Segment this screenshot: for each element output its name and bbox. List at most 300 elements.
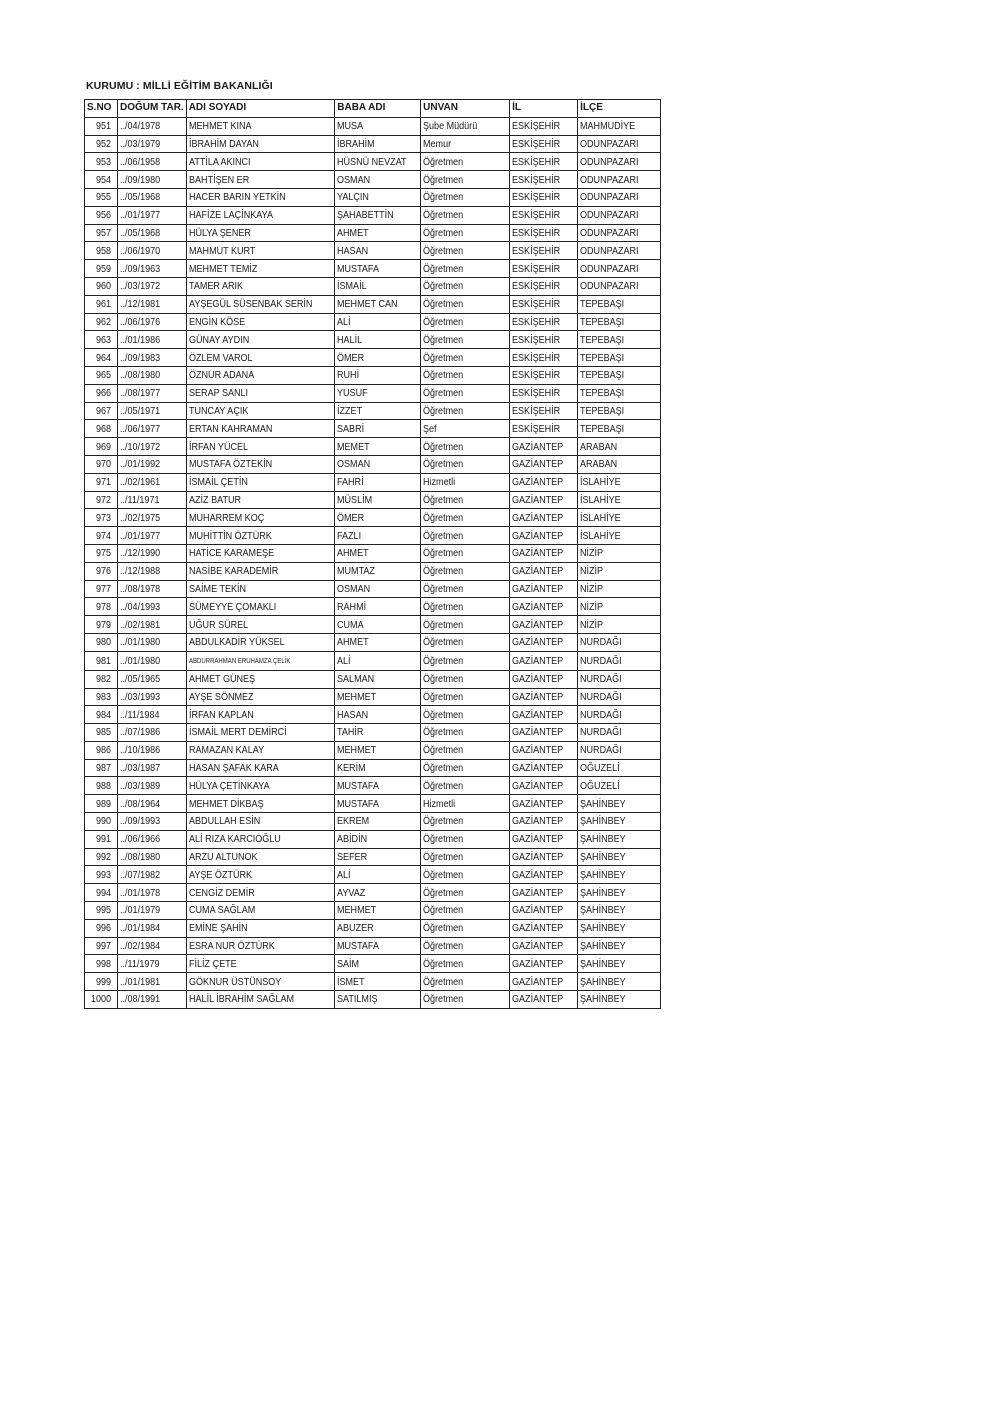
- cell-district-text: ARABAN: [580, 458, 618, 471]
- cell-sno: [85, 633, 118, 651]
- table-row: [85, 171, 661, 189]
- cell-province: [510, 616, 578, 634]
- cell-province-text: ESKİŞEHİR: [512, 333, 561, 346]
- cell-title: [421, 420, 510, 438]
- cell-title-text: Öğretmen: [423, 244, 464, 257]
- cell-birthdate: [118, 866, 187, 884]
- cell-sno: [85, 349, 118, 367]
- cell-title-text: Öğretmen: [423, 690, 464, 703]
- cell-birthdate: [118, 260, 187, 278]
- cell-sno-text: 957: [96, 226, 112, 239]
- cell-name-text: ÖZLEM VAROL: [188, 351, 253, 364]
- cell-province: [510, 848, 578, 866]
- cell-father-name: [335, 349, 421, 367]
- cell-father-name: [335, 955, 421, 973]
- cell-name: [186, 527, 335, 545]
- cell-district: [578, 991, 661, 1009]
- cell-title: [421, 527, 510, 545]
- cell-sno: [85, 117, 118, 135]
- cell-title-text: Öğretmen: [423, 511, 464, 524]
- cell-title: [421, 724, 510, 742]
- cell-province: [510, 277, 578, 295]
- cell-title-text: Öğretmen: [423, 815, 464, 828]
- cell-father-name-text: MEMET: [337, 440, 370, 453]
- cell-district-text: NURDAĞI: [580, 636, 622, 649]
- cell-name: [186, 884, 335, 902]
- cell-district: [578, 937, 661, 955]
- cell-sno: [85, 402, 118, 420]
- cell-district-text: ŞAHİNBEY: [580, 833, 626, 846]
- cell-district-text: ODUNPAZARI: [580, 209, 639, 222]
- cell-sno-text: 984: [96, 708, 112, 721]
- cell-district: [578, 438, 661, 456]
- cell-sno-text: 962: [96, 315, 112, 328]
- cell-district-text: ŞAHİNBEY: [580, 940, 626, 953]
- table-row: [85, 777, 661, 795]
- cell-title: [421, 937, 510, 955]
- cell-title-text: Öğretmen: [423, 280, 464, 293]
- cell-sno-text: 975: [96, 547, 112, 560]
- cell-sno-text: 960: [96, 280, 112, 293]
- cell-title: [421, 473, 510, 491]
- cell-province-text: ESKİŞEHİR: [512, 298, 561, 311]
- cell-sno-text: 961: [96, 298, 112, 311]
- cell-district: [578, 384, 661, 402]
- cell-district-text: NİZİP: [580, 618, 604, 631]
- cell-sno: [85, 242, 118, 260]
- cell-sno: [85, 153, 118, 171]
- cell-name-text: NASİBE KARADEMİR: [188, 565, 279, 578]
- cell-name: [186, 795, 335, 813]
- cell-father-name: [335, 224, 421, 242]
- header-row: [85, 100, 661, 118]
- cell-birthdate: [118, 973, 187, 991]
- cell-province-text: GAZİANTEP: [512, 511, 564, 524]
- cell-title-text: Öğretmen: [423, 654, 464, 667]
- cell-district: [578, 349, 661, 367]
- cell-name-text: HÜLYA ÇETİNKAYA: [188, 779, 270, 792]
- cell-province-text: GAZİANTEP: [512, 654, 564, 667]
- col-title-header: UNVAN: [421, 100, 510, 118]
- cell-title-text: Öğretmen: [423, 582, 464, 595]
- cell-birthdate-text: ../02/1984: [120, 940, 161, 953]
- cell-father-name-text: MEHMET: [337, 744, 377, 757]
- cell-birthdate-text: ../01/1984: [120, 922, 161, 935]
- cell-father-name: [335, 509, 421, 527]
- cell-title: [421, 349, 510, 367]
- table-row: [85, 866, 661, 884]
- cell-birthdate-text: ../05/1968: [120, 226, 161, 239]
- cell-sno-text: 963: [96, 333, 112, 346]
- cell-province: [510, 973, 578, 991]
- cell-title: [421, 117, 510, 135]
- cell-district: [578, 242, 661, 260]
- cell-sno-text: 970: [96, 458, 112, 471]
- table-row: [85, 795, 661, 813]
- cell-title-text: Öğretmen: [423, 458, 464, 471]
- cell-district-text: OĞUZELİ: [580, 779, 620, 792]
- cell-sno: [85, 562, 118, 580]
- cell-district-text: TEPEBAŞI: [580, 333, 625, 346]
- cell-title: [421, 402, 510, 420]
- cell-father-name: [335, 741, 421, 759]
- cell-name-text: MEHMET TEMİZ: [188, 262, 258, 275]
- cell-name-text: HACER BARIN YETKİN: [188, 191, 286, 204]
- cell-name: [186, 544, 335, 562]
- cell-birthdate-text: ../09/1980: [120, 173, 161, 186]
- cell-title-text: Öğretmen: [423, 298, 464, 311]
- cell-father-name-text: RUHİ: [337, 369, 360, 382]
- cell-province: [510, 741, 578, 759]
- cell-district-text: ŞAHİNBEY: [580, 957, 626, 970]
- cell-title: [421, 795, 510, 813]
- cell-birthdate-text: ../11/1971: [120, 493, 160, 506]
- cell-father-name: [335, 473, 421, 491]
- cell-birthdate-text: ../11/1979: [120, 957, 160, 970]
- cell-title-text: Öğretmen: [423, 351, 464, 364]
- cell-province: [510, 420, 578, 438]
- cell-province-text: GAZİANTEP: [512, 708, 564, 721]
- table-row: [85, 384, 661, 402]
- cell-sno: [85, 260, 118, 278]
- cell-father-name: [335, 117, 421, 135]
- cell-name: [186, 473, 335, 491]
- cell-province: [510, 527, 578, 545]
- cell-province-text: GAZİANTEP: [512, 529, 564, 542]
- cell-district-text: TEPEBAŞI: [580, 369, 625, 382]
- cell-province-text: GAZİANTEP: [512, 779, 564, 792]
- cell-name: [186, 562, 335, 580]
- cell-sno-text: 978: [96, 600, 112, 613]
- cell-birthdate-text: ../08/1991: [120, 993, 161, 1006]
- cell-sno: [85, 455, 118, 473]
- cell-sno-text: 979: [96, 618, 112, 631]
- cell-sno-text: 971: [96, 476, 112, 489]
- cell-father-name-text: ÖMER: [337, 351, 365, 364]
- cell-title-text: Öğretmen: [423, 547, 464, 560]
- cell-name: [186, 349, 335, 367]
- cell-father-name-text: MEHMET: [337, 904, 377, 917]
- cell-name-text: ABDULLAH ESİN: [188, 815, 260, 828]
- cell-sno-text: 968: [96, 422, 112, 435]
- cell-sno-text: 956: [96, 209, 112, 222]
- cell-birthdate: [118, 313, 187, 331]
- cell-birthdate-text: ../06/1976: [120, 315, 161, 328]
- cell-father-name: [335, 777, 421, 795]
- cell-name: [186, 973, 335, 991]
- cell-sno: [85, 884, 118, 902]
- cell-birthdate-text: ../03/1993: [120, 690, 161, 703]
- cell-district-text: ODUNPAZARI: [580, 191, 639, 204]
- cell-sno-text: 994: [96, 886, 112, 899]
- cell-name-text: EMİNE ŞAHİN: [188, 922, 248, 935]
- cell-name: [186, 313, 335, 331]
- table-row: [85, 366, 661, 384]
- cell-name: [186, 848, 335, 866]
- cell-father-name-text: HÜSNÜ NEVZAT: [337, 155, 407, 168]
- cell-name: [186, 580, 335, 598]
- cell-name: [186, 153, 335, 171]
- cell-title-text: Öğretmen: [423, 565, 464, 578]
- cell-district: [578, 884, 661, 902]
- cell-name-text: TUNCAY AÇIK: [188, 404, 249, 417]
- cell-name-text: İRFAN KAPLAN: [188, 708, 254, 721]
- cell-sno-text: 997: [96, 940, 112, 953]
- cell-title: [421, 135, 510, 153]
- cell-district-text: NURDAĞI: [580, 744, 622, 757]
- cell-birthdate-text: ../05/1971: [120, 404, 161, 417]
- cell-province-text: ESKİŞEHİR: [512, 155, 561, 168]
- cell-name: [186, 242, 335, 260]
- cell-father-name-text: SABRİ: [337, 422, 365, 435]
- table-row: [85, 813, 661, 831]
- cell-name-text: AYŞE SÖNMEZ: [188, 690, 254, 703]
- cell-district: [578, 473, 661, 491]
- cell-title-text: Öğretmen: [423, 618, 464, 631]
- cell-birthdate: [118, 937, 187, 955]
- cell-birthdate-text: ../09/1993: [120, 815, 161, 828]
- cell-father-name-text: YUSUF: [337, 387, 368, 400]
- table-row: [85, 973, 661, 991]
- table-row: [85, 491, 661, 509]
- cell-district: [578, 171, 661, 189]
- cell-district: [578, 973, 661, 991]
- cell-father-name-text: MUSTAFA: [337, 797, 380, 810]
- cell-province: [510, 598, 578, 616]
- cell-district-text: ODUNPAZARI: [580, 226, 639, 239]
- cell-birthdate: [118, 135, 187, 153]
- table-row: [85, 331, 661, 349]
- cell-father-name-text: OSMAN: [337, 173, 371, 186]
- cell-title: [421, 153, 510, 171]
- cell-title-text: Öğretmen: [423, 886, 464, 899]
- cell-name-text: AHMET GÜNEŞ: [188, 673, 255, 686]
- cell-birthdate: [118, 171, 187, 189]
- cell-father-name: [335, 331, 421, 349]
- cell-name-text: İSMAİL MERT DEMİRCİ: [188, 726, 287, 739]
- cell-province-text: GAZİANTEP: [512, 833, 564, 846]
- cell-sno: [85, 795, 118, 813]
- cell-name-text: ABDULKADİR YÜKSEL: [188, 636, 285, 649]
- col-district-header: İLÇE: [578, 100, 661, 118]
- cell-district: [578, 491, 661, 509]
- cell-province-text: GAZİANTEP: [512, 726, 564, 739]
- table-row: [85, 562, 661, 580]
- cell-sno-text: 986: [96, 744, 112, 757]
- cell-name: [186, 260, 335, 278]
- cell-name: [186, 277, 335, 295]
- cell-title-text: Öğretmen: [423, 868, 464, 881]
- cell-birthdate: [118, 688, 187, 706]
- cell-province: [510, 670, 578, 688]
- cell-province: [510, 955, 578, 973]
- cell-name-text: ATTİLA AKINCI: [188, 155, 251, 168]
- col-father-name-header: BABA ADI: [335, 100, 421, 118]
- cell-sno-text: 976: [96, 565, 112, 578]
- cell-father-name: [335, 633, 421, 651]
- cell-sno: [85, 706, 118, 724]
- cell-father-name: [335, 937, 421, 955]
- cell-birthdate: [118, 402, 187, 420]
- cell-title: [421, 260, 510, 278]
- cell-province: [510, 224, 578, 242]
- cell-sno: [85, 973, 118, 991]
- cell-province: [510, 206, 578, 224]
- cell-province: [510, 117, 578, 135]
- cell-district-text: İSLAHİYE: [580, 493, 621, 506]
- cell-district: [578, 688, 661, 706]
- cell-province-text: GAZİANTEP: [512, 762, 564, 775]
- cell-birthdate: [118, 955, 187, 973]
- cell-birthdate: [118, 633, 187, 651]
- cell-father-name: [335, 188, 421, 206]
- cell-birthdate-text: ../01/1979: [120, 904, 161, 917]
- cell-district-text: ŞAHİNBEY: [580, 975, 626, 988]
- cell-name-text: MEHMET DİKBAŞ: [188, 797, 264, 810]
- cell-sno-text: 987: [96, 762, 112, 775]
- cell-father-name-text: CUMA: [337, 618, 364, 631]
- table-row: [85, 135, 661, 153]
- table-row: [85, 724, 661, 742]
- cell-birthdate: [118, 741, 187, 759]
- cell-birthdate-text: ../06/1958: [120, 155, 161, 168]
- cell-sno: [85, 206, 118, 224]
- cell-province-text: ESKİŞEHİR: [512, 262, 561, 275]
- cell-province: [510, 919, 578, 937]
- cell-father-name-text: SALMAN: [337, 673, 375, 686]
- cell-title-text: Öğretmen: [423, 440, 464, 453]
- cell-district-text: ODUNPAZARI: [580, 155, 639, 168]
- cell-sno-text: 988: [96, 779, 112, 792]
- table-row: [85, 919, 661, 937]
- cell-title: [421, 206, 510, 224]
- cell-province: [510, 580, 578, 598]
- cell-name-text: İSMAİL ÇETİN: [188, 476, 248, 489]
- table-row: [85, 242, 661, 260]
- cell-province: [510, 135, 578, 153]
- cell-title: [421, 651, 510, 670]
- cell-district-text: ODUNPAZARI: [580, 137, 639, 150]
- cell-father-name: [335, 313, 421, 331]
- cell-sno: [85, 616, 118, 634]
- cell-sno: [85, 527, 118, 545]
- table-row: [85, 438, 661, 456]
- cell-birthdate: [118, 598, 187, 616]
- cell-title-text: Öğretmen: [423, 993, 464, 1006]
- cell-province-text: GAZİANTEP: [512, 993, 564, 1006]
- table-row: [85, 902, 661, 920]
- cell-title-text: Öğretmen: [423, 673, 464, 686]
- cell-sno: [85, 171, 118, 189]
- cell-sno: [85, 277, 118, 295]
- cell-title: [421, 919, 510, 937]
- cell-district: [578, 759, 661, 777]
- cell-birthdate: [118, 188, 187, 206]
- cell-sno: [85, 866, 118, 884]
- cell-birthdate-text: ../03/1972: [120, 280, 161, 293]
- cell-sno-text: 977: [96, 582, 112, 595]
- cell-birthdate-text: ../06/1970: [120, 244, 161, 257]
- cell-birthdate-text: ../08/1978: [120, 582, 161, 595]
- cell-province-text: GAZİANTEP: [512, 975, 564, 988]
- cell-title-text: Öğretmen: [423, 315, 464, 328]
- cell-district-text: NİZİP: [580, 547, 604, 560]
- cell-sno: [85, 724, 118, 742]
- cell-father-name: [335, 366, 421, 384]
- cell-birthdate-text: ../07/1982: [120, 868, 161, 881]
- cell-sno-text: 964: [96, 351, 112, 364]
- cell-province-text: GAZİANTEP: [512, 600, 564, 613]
- cell-name-text: ALİ RIZA KARCIOĞLU: [188, 833, 281, 846]
- cell-province-text: GAZİANTEP: [512, 868, 564, 881]
- cell-district: [578, 813, 661, 831]
- cell-province: [510, 509, 578, 527]
- cell-title-text: Öğretmen: [423, 957, 464, 970]
- cell-province-text: ESKİŞEHİR: [512, 244, 561, 257]
- cell-birthdate-text: ../06/1977: [120, 422, 161, 435]
- cell-birthdate: [118, 706, 187, 724]
- cell-father-name: [335, 295, 421, 313]
- table-row: [85, 117, 661, 135]
- cell-sno: [85, 188, 118, 206]
- cell-name-text: HÜLYA ŞENER: [188, 226, 251, 239]
- cell-district: [578, 188, 661, 206]
- cell-birthdate: [118, 153, 187, 171]
- cell-title: [421, 384, 510, 402]
- cell-father-name-text: TAHİR: [337, 726, 364, 739]
- table-row: [85, 991, 661, 1009]
- cell-province-text: GAZİANTEP: [512, 815, 564, 828]
- cell-district: [578, 527, 661, 545]
- cell-birthdate: [118, 759, 187, 777]
- cell-name: [186, 295, 335, 313]
- table-row: [85, 260, 661, 278]
- cell-name-text: GÜNAY AYDIN: [188, 333, 249, 346]
- cell-province-text: ESKİŞEHİR: [512, 191, 561, 204]
- cell-title-text: Öğretmen: [423, 404, 464, 417]
- cell-province-text: ESKİŞEHİR: [512, 226, 561, 239]
- cell-title-text: Şube Müdürü: [423, 120, 478, 133]
- cell-district-text: TEPEBAŞI: [580, 351, 625, 364]
- cell-province-text: GAZİANTEP: [512, 547, 564, 560]
- cell-title: [421, 866, 510, 884]
- cell-district: [578, 206, 661, 224]
- cell-sno: [85, 384, 118, 402]
- table-row: [85, 633, 661, 651]
- cell-province: [510, 260, 578, 278]
- cell-province-text: GAZİANTEP: [512, 940, 564, 953]
- cell-name-text: SAİME TEKİN: [188, 582, 246, 595]
- cell-birthdate: [118, 562, 187, 580]
- table-row: [85, 206, 661, 224]
- cell-birthdate-text: ../06/1966: [120, 833, 161, 846]
- cell-name: [186, 366, 335, 384]
- table-row: [85, 188, 661, 206]
- cell-district-text: ODUNPAZARI: [580, 173, 639, 186]
- table-row: [85, 295, 661, 313]
- cell-father-name: [335, 688, 421, 706]
- cell-title-text: Hizmetli: [423, 797, 456, 810]
- cell-district-text: NURDAĞI: [580, 673, 622, 686]
- cell-name: [186, 830, 335, 848]
- cell-province: [510, 242, 578, 260]
- cell-name-text: CUMA SAĞLAM: [188, 904, 255, 917]
- cell-title: [421, 991, 510, 1009]
- cell-sno-text: 951: [96, 120, 112, 133]
- table-row: [85, 706, 661, 724]
- cell-sno: [85, 491, 118, 509]
- cell-title-text: Öğretmen: [423, 744, 464, 757]
